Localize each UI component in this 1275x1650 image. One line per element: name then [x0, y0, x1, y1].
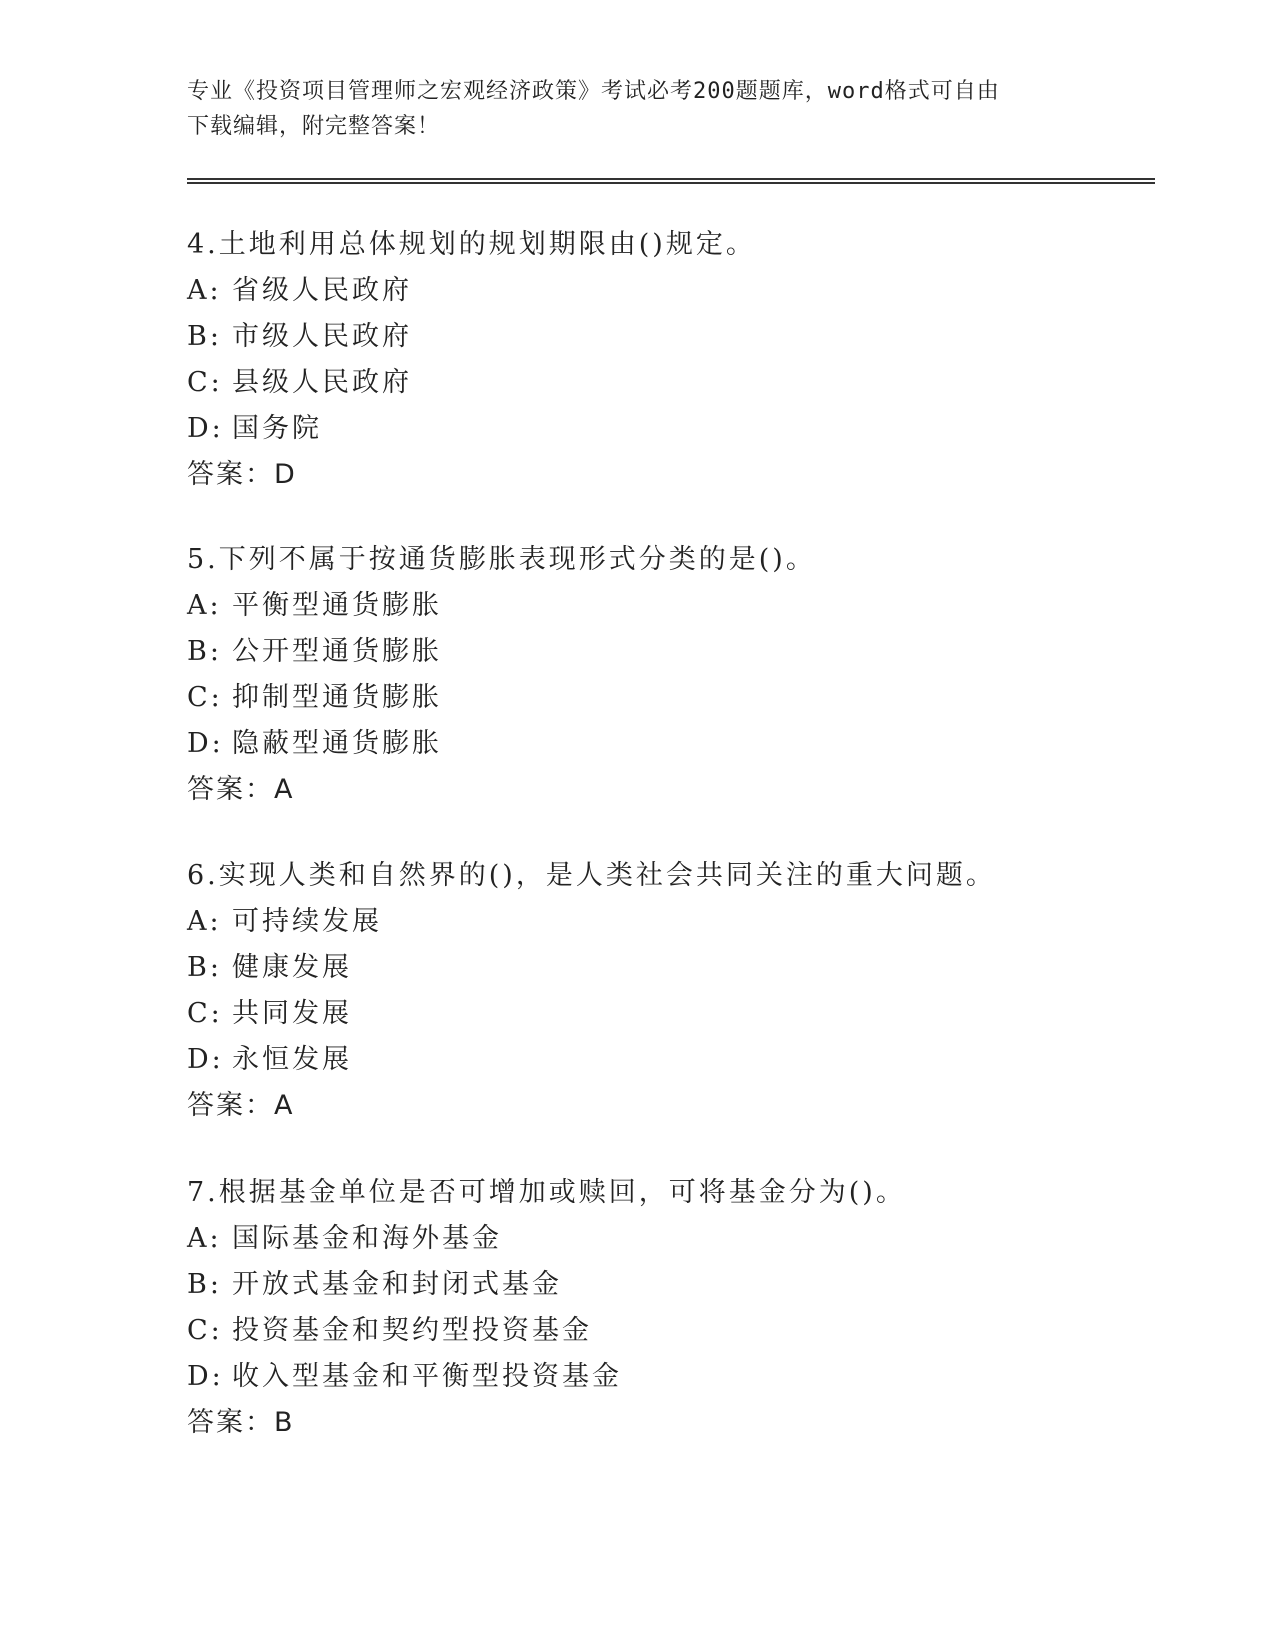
option-c	[187, 675, 1155, 721]
option-text: 公开型通货膨胀	[232, 636, 442, 667]
question-block	[187, 537, 1155, 813]
option-text: 开放式基金和封闭式基金	[232, 1269, 562, 1300]
header-line-1: 专业《投资项目管理师之宏观经济政策》考试必考200题题库，word格式可自由	[187, 79, 1000, 104]
option-text: 可持续发展	[232, 906, 382, 937]
option-letter: A:	[187, 1223, 222, 1254]
option-letter: D:	[187, 1361, 224, 1392]
option-a	[187, 899, 1155, 945]
question-stem: 7.根据基金单位是否可增加或赎回，可将基金分为()。	[187, 1177, 906, 1208]
option-a	[187, 583, 1155, 629]
option-d	[187, 1354, 1155, 1400]
option-text: 县级人民政府	[232, 367, 412, 398]
option-d	[187, 721, 1155, 767]
option-text: 平衡型通货膨胀	[232, 590, 442, 621]
option-text: 共同发展	[232, 998, 352, 1029]
option-text: 省级人民政府	[232, 275, 412, 306]
option-text: 抑制型通货膨胀	[232, 682, 442, 713]
option-text: 投资基金和契约型投资基金	[232, 1315, 592, 1346]
option-b	[187, 314, 1155, 360]
question-stem: 5.下列不属于按通货膨胀表现形式分类的是()。	[187, 544, 816, 575]
question-stem: 4.土地利用总体规划的规划期限由()规定。	[187, 229, 756, 260]
option-letter: A:	[187, 275, 222, 306]
option-letter: B:	[187, 1269, 222, 1300]
question-block	[187, 853, 1155, 1129]
header-line-2: 下载编辑，附完整答案！	[187, 114, 441, 139]
option-letter: C:	[187, 1315, 223, 1346]
option-letter: B:	[187, 952, 222, 983]
document-header	[187, 74, 1087, 144]
option-text: 健康发展	[232, 952, 352, 983]
option-b	[187, 945, 1155, 991]
option-text: 国务院	[232, 413, 322, 444]
answer-line: 答案：B	[187, 1407, 295, 1438]
option-letter: A:	[187, 906, 222, 937]
option-text: 永恒发展	[232, 1044, 352, 1075]
option-c	[187, 1308, 1155, 1354]
option-d	[187, 406, 1155, 452]
option-letter: C:	[187, 367, 223, 398]
option-c	[187, 991, 1155, 1037]
option-letter: A:	[187, 590, 222, 621]
option-letter: D:	[187, 413, 224, 444]
option-letter: B:	[187, 636, 222, 667]
option-b	[187, 629, 1155, 675]
question-block	[187, 1170, 1155, 1446]
answer-line: 答案：A	[187, 1090, 295, 1121]
option-c	[187, 360, 1155, 406]
option-text: 国际基金和海外基金	[232, 1223, 502, 1254]
option-letter: B:	[187, 321, 222, 352]
option-b	[187, 1262, 1155, 1308]
answer-line: 答案：D	[187, 459, 297, 490]
header-divider	[187, 178, 1155, 184]
option-text: 市级人民政府	[232, 321, 412, 352]
option-letter: D:	[187, 728, 224, 759]
option-text: 隐蔽型通货膨胀	[232, 728, 442, 759]
option-a	[187, 1216, 1155, 1262]
answer-line: 答案：A	[187, 774, 295, 805]
option-letter: D:	[187, 1044, 224, 1075]
option-letter: C:	[187, 682, 223, 713]
option-d	[187, 1037, 1155, 1083]
option-letter: C:	[187, 998, 223, 1029]
question-block	[187, 222, 1155, 498]
question-stem: 6.实现人类和自然界的()，是人类社会共同关注的重大问题。	[187, 860, 996, 891]
option-a	[187, 268, 1155, 314]
option-text: 收入型基金和平衡型投资基金	[232, 1361, 622, 1392]
